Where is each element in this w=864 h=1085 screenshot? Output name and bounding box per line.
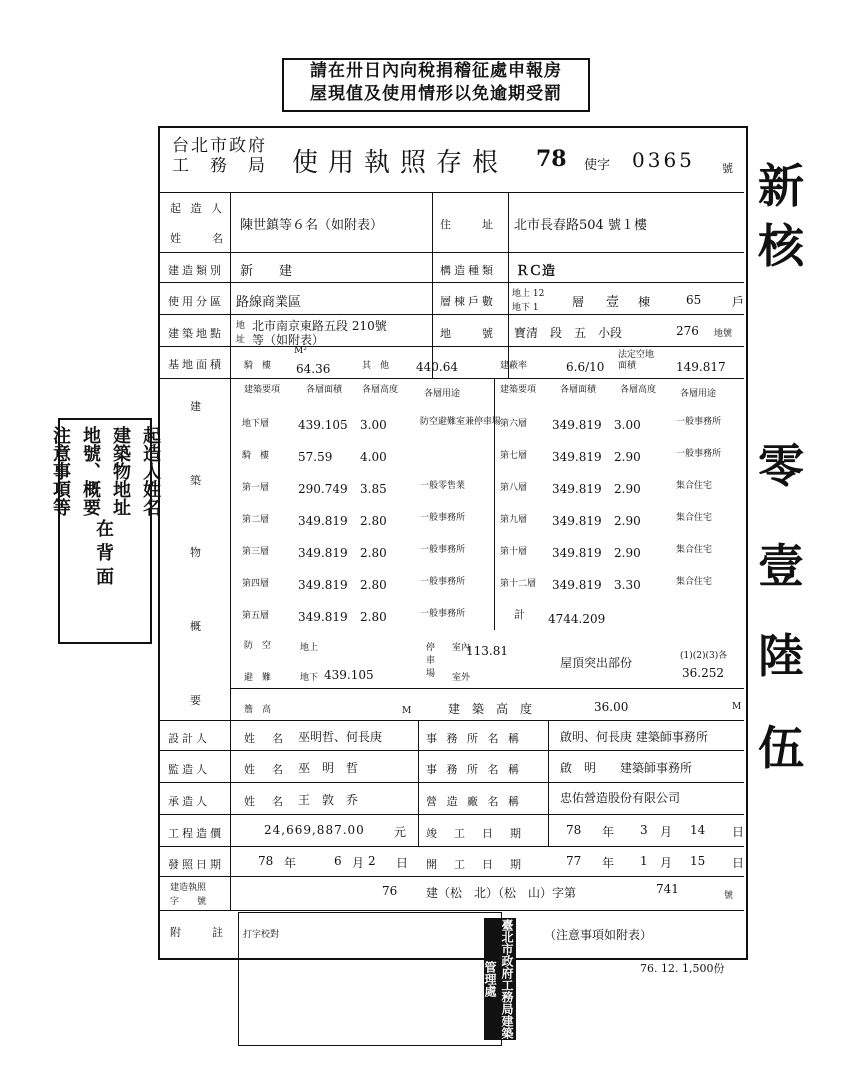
coverage-value: 6.6/10	[566, 360, 605, 374]
build-type-value: 新 建	[240, 264, 293, 279]
rule	[230, 192, 231, 910]
start-label: 開 工 日 期	[426, 858, 524, 871]
shelter-above: 地上	[300, 643, 319, 653]
floor-right-area: 349.819	[552, 546, 602, 560]
roof-extra: (1)(2)(3)各	[680, 651, 728, 661]
site-area-label: 基地面積	[168, 358, 224, 371]
shelter-label-1: 防 空	[244, 641, 272, 651]
rule	[548, 720, 549, 846]
form-title: 使用執照存根	[292, 148, 509, 178]
designer-office-label: 事 務 所 名 稱	[426, 732, 522, 745]
tax-notice-box	[282, 58, 590, 112]
floor-left-area: 290.749	[298, 482, 348, 496]
floor-left-use: 一般事務所	[420, 545, 466, 555]
side-note-col3: 建築物地址	[110, 426, 131, 516]
floor-left-height: 2.80	[360, 578, 387, 592]
site-label: 建築地點	[168, 327, 224, 340]
permit-no: 741	[656, 882, 679, 896]
start-yue: 月	[660, 856, 673, 870]
legal-value: 149.817	[676, 360, 726, 374]
right-char-3: 零	[758, 439, 804, 493]
floor-header-height: 各層高度	[362, 385, 399, 395]
total-value: 4744.209	[548, 612, 606, 626]
floor-left-area: 439.105	[298, 418, 348, 432]
floor-right-use: 一般事務所	[676, 417, 722, 427]
floors-below: 地下 1	[512, 303, 539, 313]
parking-label: 停車場	[426, 643, 436, 679]
contractor-name: 王 敦 乔	[298, 793, 359, 807]
floor-left-use: 一般事務所	[420, 577, 466, 587]
floor-left-name: 地下層	[242, 419, 270, 429]
done-day: 14	[690, 823, 706, 837]
floor-left-use: 防空避難室兼停車場	[420, 417, 502, 427]
rule	[158, 814, 744, 815]
dong-count: 壹	[606, 295, 620, 310]
floor-right-area: 349.819	[552, 482, 602, 496]
summary-side-2: 築	[190, 474, 204, 487]
supervisor-label: 監造人	[168, 763, 210, 776]
permit-year: 76	[382, 884, 398, 898]
start-ri: 日	[732, 856, 745, 870]
agency-line2: 工 務 局	[172, 156, 267, 176]
permit-number: 0365	[632, 148, 695, 172]
summary-side-1: 建	[190, 400, 204, 413]
rule	[158, 910, 744, 911]
dong-unit: 棟	[638, 295, 651, 309]
floor-right-name: 第九層	[500, 515, 528, 525]
floor-right-name: 第八層	[500, 483, 528, 493]
designer-name-label: 姓 名	[244, 732, 286, 745]
floor-left-use: 一般事務所	[420, 513, 466, 523]
floor-left-name: 第五層	[242, 611, 270, 621]
floor-left-height: 3.00	[360, 418, 387, 432]
hu-count: 65	[686, 293, 702, 307]
structure-value: ＲＣ造	[516, 264, 556, 279]
floor-left-area: 57.59	[298, 450, 333, 464]
floors-above: 地上 12	[512, 289, 545, 299]
issue-day: 2	[368, 854, 376, 868]
floor-right-height: 2.90	[614, 514, 641, 528]
side-note-col1: 注意事項等	[50, 426, 71, 516]
agency-line1: 台北市政府	[172, 136, 267, 156]
bldg-height-label: 建 築 高 度	[448, 702, 533, 716]
floor-header-use: 各層用途	[424, 389, 461, 399]
agency-name	[172, 136, 290, 176]
floor-header-area-r: 各層面積	[560, 385, 597, 395]
rule	[508, 192, 509, 378]
total-label: 計	[514, 608, 528, 621]
eaves-unit: M	[402, 706, 412, 716]
rule	[158, 750, 744, 751]
supervisor-name: 巫 明 哲	[298, 761, 359, 775]
roof-value: 36.252	[682, 666, 724, 680]
builder-label-1: 起 造 人	[170, 202, 225, 215]
site-value-1: 北市南京東路五段 210號	[252, 319, 387, 333]
bldg-height-unit: M	[732, 702, 742, 712]
floor-right-height: 2.90	[614, 450, 641, 464]
permit-char: 使字	[584, 158, 611, 173]
site-sub-2: 址	[236, 335, 246, 345]
floor-left-name: 第三層	[242, 547, 270, 557]
eaves-label: 簷 高	[244, 705, 272, 715]
floors-label: 層棟戶數	[440, 295, 496, 308]
remark-label: 附 註	[170, 926, 226, 939]
permit-label-2: 字 號	[170, 897, 207, 907]
right-char-2: 核	[758, 219, 804, 273]
floor-right-use: 一般事務所	[676, 449, 722, 459]
permit-year: 78	[536, 146, 567, 172]
coverage-label: 建蔽率	[500, 361, 528, 371]
floor-header-use-r: 各層用途	[680, 389, 717, 399]
issue-yue: 月	[352, 856, 365, 870]
builder-name: 陳世鎮等６名（如附表）	[240, 218, 384, 233]
side-note-bottom3: 面	[96, 567, 114, 588]
cost-unit: 元	[394, 825, 407, 839]
floor-right-name: 第十層	[500, 547, 528, 557]
other-label: 其 他	[362, 361, 390, 371]
rule	[158, 378, 744, 379]
start-nian: 年	[602, 856, 615, 870]
start-year: 77	[566, 854, 582, 868]
bldg-height-value: 36.00	[594, 700, 629, 714]
floor-right-height: 3.00	[614, 418, 641, 432]
floor-left-area: 349.819	[298, 514, 348, 528]
site-value-2: 等（如附表）	[252, 333, 325, 347]
builder-label-2: 姓 名	[170, 232, 226, 245]
build-type-label: 建造類別	[168, 264, 224, 277]
contractor-firm: 忠佑營造股份有限公司	[560, 791, 681, 805]
cost-value: 24,669,887.00	[264, 823, 365, 837]
summary-side-4: 概	[190, 620, 204, 633]
rule	[230, 688, 744, 689]
done-yue: 月	[660, 825, 673, 839]
floor-right-height: 2.90	[614, 482, 641, 496]
right-char-1: 新	[758, 159, 804, 213]
issue-nian: 年	[284, 856, 297, 870]
designer-label: 設計人	[168, 732, 210, 745]
bureau-seal	[484, 918, 516, 1040]
rule	[158, 192, 744, 193]
lot-value: 寶清 段 五 小段	[514, 326, 623, 340]
floors-ceng: 層	[572, 295, 585, 309]
done-ri: 日	[732, 825, 745, 839]
stamp-text: 打字校對	[243, 930, 280, 940]
floor-left-height: 3.85	[360, 482, 387, 496]
structure-label: 構造種類	[440, 264, 496, 277]
floor-left-name: 第一層	[242, 483, 270, 493]
floor-left-use: 一般零售業	[420, 481, 466, 491]
shelter-below: 地下	[300, 673, 319, 683]
designer-name: 巫明哲、何長庚	[298, 730, 383, 744]
side-note-box	[50, 418, 161, 644]
parking-indoor-value: 113.81	[466, 644, 508, 658]
side-note-bottom2: 背	[96, 543, 114, 564]
bureau-seal-text: 臺北市政府工務局建築管理處	[483, 919, 514, 1039]
floor-right-use: 集合住宅	[676, 481, 713, 491]
remark-note: （注意事項如附表）	[544, 928, 653, 942]
floor-header-height-r: 各層高度	[620, 385, 657, 395]
tax-notice-line1: 請在卅日內向稅捐稽征處申報房	[310, 61, 562, 81]
permit-text: 建（松 北）（松 山）字第	[426, 886, 577, 900]
site-sub-1: 地	[236, 321, 246, 331]
permit-hao: 號	[722, 162, 733, 175]
floor-right-use: 集合住宅	[676, 513, 713, 523]
rule	[432, 192, 433, 378]
floor-left-height: 2.80	[360, 546, 387, 560]
start-month: 1	[640, 854, 648, 868]
rule	[158, 876, 744, 877]
designer-office: 啟明、何長庚 建築師事務所	[560, 730, 708, 744]
floor-left-name: 第四層	[242, 579, 270, 589]
floor-right-height: 2.90	[614, 546, 641, 560]
floor-left-height: 2.80	[360, 514, 387, 528]
shelter-below-value: 439.105	[324, 668, 374, 682]
floor-header-item: 建築要項	[244, 385, 281, 395]
rule	[158, 252, 744, 253]
done-year: 78	[566, 823, 582, 837]
issue-label: 發照日期	[168, 858, 224, 871]
floor-right-use: 集合住宅	[676, 545, 713, 555]
done-month: 3	[640, 823, 648, 837]
rule	[158, 346, 744, 347]
parking-outdoor: 室外	[452, 673, 471, 683]
tax-notice-line2: 屋現值及使用情形以免逾期受罰	[310, 84, 562, 104]
other-value: 440.64	[416, 360, 458, 374]
cost-label: 工程造價	[168, 827, 224, 840]
permit-hao: 號	[724, 891, 734, 901]
floor-left-height: 2.80	[360, 610, 387, 624]
floor-left-name: 第二層	[242, 515, 270, 525]
rule	[158, 720, 744, 721]
qilou-value: 64.36	[296, 362, 331, 376]
rule	[418, 720, 419, 846]
address-value: 北市長春路504 號１樓	[514, 218, 647, 233]
side-note-bottom1: 在	[96, 519, 114, 540]
address-label: 住 址	[440, 218, 496, 231]
contractor-label: 承造人	[168, 795, 210, 808]
lot-no: 276	[676, 324, 699, 338]
floor-right-name: 第六層	[500, 419, 528, 429]
floor-left-area: 349.819	[298, 578, 348, 592]
hu-unit: 戶	[732, 295, 745, 309]
rule	[158, 846, 744, 847]
floor-left-use: 一般事務所	[420, 609, 466, 619]
qilou-label: 騎 樓	[244, 361, 272, 371]
right-char-6: 伍	[758, 721, 804, 775]
floor-left-name: 騎 樓	[242, 451, 270, 461]
zone-value: 路線商業區	[236, 295, 302, 310]
floor-right-height: 3.30	[614, 578, 641, 592]
summary-side-5: 要	[190, 694, 204, 707]
issue-month: 6	[334, 854, 342, 868]
permit-label-1: 建造執照	[170, 883, 207, 893]
rule	[158, 314, 744, 315]
supervisor-office-label: 事 務 所 名 稱	[426, 763, 522, 776]
floor-right-name: 第十二層	[500, 579, 537, 589]
floor-right-name: 第七層	[500, 451, 528, 461]
lot-suffix: 地號	[714, 329, 733, 339]
approval-stamp-box	[238, 912, 502, 1046]
floor-right-area: 349.819	[552, 578, 602, 592]
parking-indoor: 室內	[452, 643, 471, 653]
zone-label: 使用分區	[168, 295, 224, 308]
floor-right-area: 349.819	[552, 450, 602, 464]
supervisor-name-label: 姓 名	[244, 763, 286, 776]
side-note-col4: 起造人姓名	[140, 426, 161, 516]
done-label: 竣 工 日 期	[426, 827, 524, 840]
rule	[158, 782, 744, 783]
floor-right-use: 集合住宅	[676, 577, 713, 587]
floor-left-height: 4.00	[360, 450, 387, 464]
floor-right-area: 349.819	[552, 418, 602, 432]
right-char-4: 壹	[758, 539, 804, 593]
print-run: 76. 12. 1,500份	[640, 962, 725, 975]
floor-header-area: 各層面積	[306, 385, 343, 395]
start-day: 15	[690, 854, 706, 868]
floor-right-area: 349.819	[552, 514, 602, 528]
roof-label: 屋頂突出部份	[560, 656, 633, 670]
contractor-firm-label: 營 造 廠 名 稱	[426, 795, 522, 808]
floor-header-item-r: 建築要項	[500, 385, 537, 395]
floor-left-area: 349.819	[298, 610, 348, 624]
m2-unit: M²	[294, 346, 307, 356]
shelter-label-2: 避 難	[244, 673, 272, 683]
contractor-name-label: 姓 名	[244, 795, 286, 808]
legal-label: 法定空地面積	[618, 350, 655, 371]
right-char-5: 陸	[758, 629, 804, 683]
side-note-col2: 地號、概要	[80, 426, 101, 516]
issue-year: 78	[258, 854, 274, 868]
issue-ri: 日	[396, 856, 409, 870]
done-nian: 年	[602, 825, 615, 839]
lot-label: 地 號	[440, 327, 496, 340]
supervisor-office: 啟 明 建築師事務所	[560, 761, 693, 775]
floor-left-area: 349.819	[298, 546, 348, 560]
summary-side-3: 物	[190, 546, 204, 559]
rule	[158, 282, 744, 283]
